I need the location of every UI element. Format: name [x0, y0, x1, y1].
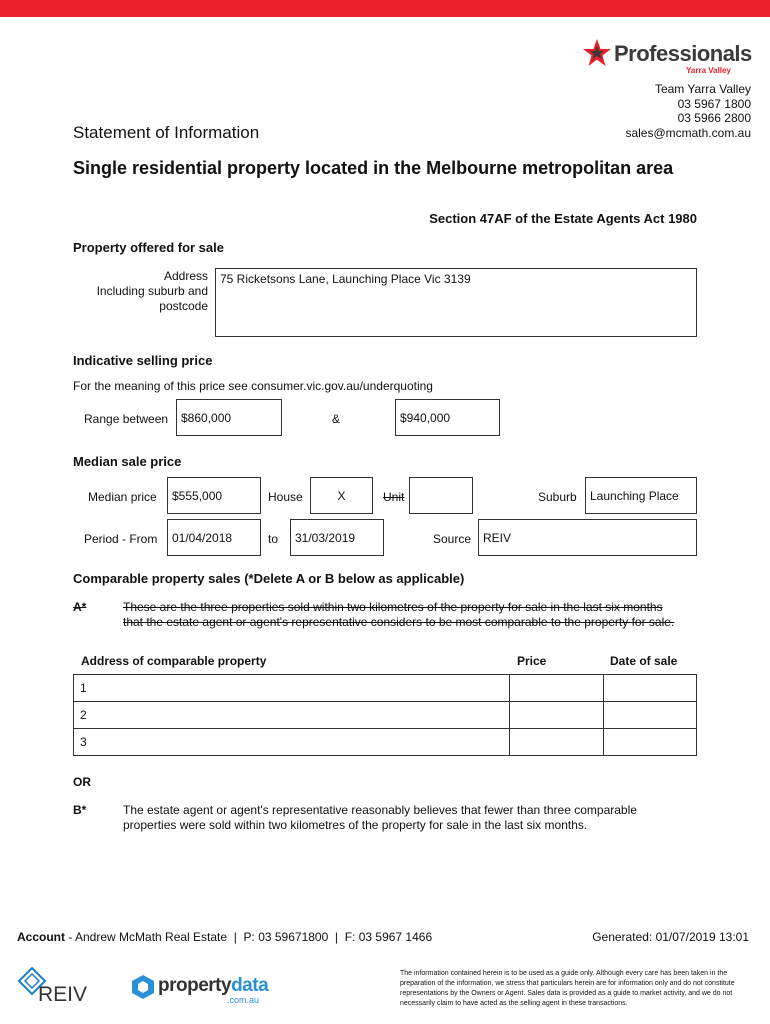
row-address-cell[interactable]: [74, 729, 510, 756]
option-a-text: These are the three properties sold within two kilometres of the property for sale in the last six months that the estate agent or agent's representative considers to be most comparable to the property for sale.: [123, 600, 675, 629]
statement-title: Statement of Information: [73, 123, 260, 142]
top-red-bar: [0, 0, 770, 17]
source-field[interactable]: REIV: [478, 519, 697, 556]
range-high-field[interactable]: $940,000: [395, 399, 500, 436]
reiv-logo: [17, 966, 97, 1008]
option-b-text: The estate agent or agent's representative reasonably believes that fewer than three comparable properties were sold within two kilometres of the property for sale in the last six months.: [123, 803, 637, 832]
col-date-header: Date of sale: [610, 654, 678, 668]
table-row: [74, 675, 697, 702]
option-b-marker: B*: [73, 803, 87, 817]
agency-name: Team Yarra Valley: [654, 82, 751, 96]
table-row: [74, 702, 697, 729]
row-price-cell[interactable]: [510, 702, 604, 729]
house-label: House: [268, 490, 303, 504]
indicative-note: For the meaning of this price see consumer.vic.gov.au/underquoting: [73, 379, 433, 393]
row-date-cell[interactable]: [604, 675, 697, 702]
professionals-logo: [580, 36, 752, 80]
pd-accent: data: [231, 975, 269, 996]
period-label: Period - From: [84, 532, 158, 546]
address-label: [80, 269, 208, 314]
propertydata-logo: [131, 972, 271, 1008]
address-field[interactable]: 75 Ricketsons Lane, Launching Place Vic 3139: [215, 268, 697, 337]
account-line: [17, 930, 432, 944]
suburb-field[interactable]: Launching Place: [585, 477, 697, 514]
or-label: OR: [73, 775, 91, 789]
generated-timestamp: Generated: 01/07/2019 13:01: [592, 930, 749, 944]
agency-contact: [625, 82, 751, 140]
section-reference: Section 47AF of the Estate Agents Act 1980: [429, 211, 697, 226]
logo-subtext: Yarra Valley: [686, 66, 731, 75]
row-number: 3: [80, 735, 87, 749]
unit-label: Unit: [383, 490, 405, 504]
row-address-cell[interactable]: [74, 675, 510, 702]
agency-email[interactable]: sales@mcmath.com.au: [625, 125, 751, 140]
unit-field[interactable]: [409, 477, 473, 514]
range-label: Range between: [84, 412, 169, 426]
row-address-cell[interactable]: [74, 702, 510, 729]
range-low-field[interactable]: $860,000: [176, 399, 282, 436]
source-label: Source: [433, 532, 472, 546]
row-date-cell[interactable]: [604, 729, 697, 756]
property-heading: Property offered for sale: [73, 240, 224, 255]
indicative-heading: Indicative selling price: [73, 353, 213, 368]
median-heading: Median sale price: [73, 454, 182, 469]
col-price-header: Price: [517, 654, 547, 668]
option-a-marker: A*: [73, 600, 87, 614]
row-price-cell[interactable]: [510, 729, 604, 756]
pd-sub: .com.au: [227, 995, 260, 1005]
row-date-cell[interactable]: [604, 702, 697, 729]
agency-phone-1: 03 5967 1800: [677, 96, 751, 111]
col-address-header: Address of comparable property: [81, 654, 267, 668]
house-field[interactable]: X: [310, 477, 373, 514]
agency-phone-2: 03 5966 2800: [677, 111, 751, 125]
period-to-field[interactable]: 31/03/2019: [290, 519, 384, 556]
star-icon: [582, 38, 612, 68]
range-ampersand: &: [332, 412, 341, 426]
disclaimer: The information contained herein is to be used as a guide only. Although every care has been taken in the preparation of the information, we stress that particulars herein are for information only and do not constitute representations by the Owners or Agent. Sales data is provided as a guide to market activity, and we do not necessarily claim to have acted as the selling agent in these transactions.: [400, 970, 735, 1007]
table-row: [74, 729, 697, 756]
logo-text: Professionals: [614, 41, 752, 66]
comparable-table: [73, 674, 697, 756]
comparable-heading: Comparable property sales (*Delete A or B below as applicable): [73, 571, 465, 586]
row-number: 1: [80, 681, 87, 695]
period-to-label: to: [268, 532, 279, 546]
median-price-field[interactable]: $555,000: [167, 477, 261, 514]
address-label-line-2: Including suburb and: [96, 284, 208, 298]
reiv-text: REIV: [38, 983, 88, 1006]
propertydata-hex-icon: [131, 974, 155, 1000]
account-text: - Andrew McMath Real Estate | P: 03 59671800 | F: 03 5967 1466: [65, 930, 433, 944]
row-price-cell[interactable]: [510, 675, 604, 702]
row-number: 2: [80, 708, 87, 722]
propertydata-wordmark: [158, 975, 268, 997]
account-label: Account: [17, 930, 65, 944]
period-from-field[interactable]: 01/04/2018: [167, 519, 261, 556]
suburb-label: Suburb: [538, 490, 577, 504]
address-label-line-1: Address: [163, 269, 208, 283]
median-price-label: Median price: [88, 490, 157, 504]
address-label-line-3: postcode: [159, 299, 208, 313]
pd-main: property: [158, 975, 232, 996]
document-title: Single residential property located in the Melbourne metropolitan area: [73, 158, 674, 178]
